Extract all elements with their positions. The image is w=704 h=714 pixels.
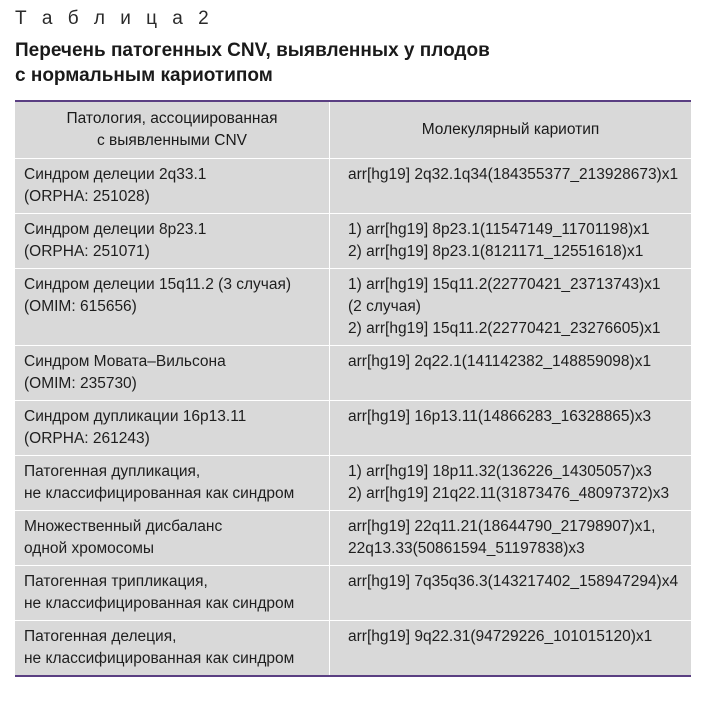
pathology-line: не классифицированная как синдром — [24, 595, 295, 612]
karyotype-line: arr[hg19] 7q35q36.3(143217402_158947294)x4 — [348, 573, 679, 590]
header-karyotype: Молекулярный кариотип — [421, 121, 600, 138]
pathology-cell — [15, 401, 330, 455]
pathology-cell — [15, 511, 330, 565]
karyotype-line: 1) arr[hg19] 18p11.32(136226_14305057)x3 — [348, 463, 652, 480]
karyotype-cell — [330, 401, 691, 455]
karyotype-line: 2) arr[hg19] 21q22.11(31873476_48097372)x3 — [348, 485, 670, 502]
pathology-line: Синдром делеции 15q11.2 (3 случая) — [24, 276, 292, 293]
table-row — [15, 346, 691, 401]
table-header-row — [15, 102, 691, 159]
title-line: с нормальным кариотипом — [15, 65, 273, 86]
karyotype-line: 22q13.33(50861594_51197838)x3 — [348, 540, 585, 557]
pathology-line: (ORPHA: 251071) — [24, 243, 150, 260]
table-row — [15, 159, 691, 214]
karyotype-line: 2) arr[hg19] 15q11.2(22770421_23276605)x1 — [348, 320, 661, 337]
karyotype-cell — [330, 511, 691, 565]
title-line: Перечень патогенных CNV, выявленных у плодов — [15, 40, 490, 61]
pathology-cell — [15, 346, 330, 400]
pathology-cell — [15, 456, 330, 510]
karyotype-cell — [330, 214, 691, 268]
karyotype-line: 2) arr[hg19] 8p23.1(8121171_12551618)x1 — [348, 243, 644, 260]
pathology-line: не классифицированная как синдром — [24, 485, 295, 502]
pathology-line: одной хромосомы — [24, 540, 155, 557]
karyotype-cell — [330, 346, 691, 400]
table-row — [15, 214, 691, 269]
table-row — [15, 401, 691, 456]
cnv-table — [15, 100, 691, 677]
pathology-line: (ORPHA: 251028) — [24, 188, 150, 205]
pathology-cell — [15, 621, 330, 675]
pathology-cell — [15, 159, 330, 213]
pathology-line: Синдром дупликации 16р13.11 — [24, 408, 247, 425]
karyotype-cell — [330, 621, 691, 675]
pathology-line: Патогенная дупликация, — [24, 463, 201, 480]
table-row — [15, 511, 691, 566]
karyotype-line: 1) arr[hg19] 15q11.2(22770421_23713743)x1 — [348, 276, 661, 293]
pathology-line: Множественный дисбаланс — [24, 518, 223, 535]
karyotype-line: 1) arr[hg19] 8p23.1(11547149_11701198)x1 — [348, 221, 650, 238]
table-row — [15, 456, 691, 511]
pathology-line: (ORPHA: 261243) — [24, 430, 150, 447]
table-body — [15, 159, 691, 675]
table-title — [15, 38, 490, 88]
karyotype-line: arr[hg19] 2q32.1q34(184355377_213928673)x1 — [348, 166, 679, 183]
karyotype-line: arr[hg19] 16p13.11(14866283_16328865)x3 — [348, 408, 652, 425]
pathology-line: Патогенная трипликация, — [24, 573, 208, 590]
pathology-line: (OMIM: 615656) — [24, 298, 137, 315]
table-caption: Т а б л и ц а 2 — [15, 8, 214, 29]
karyotype-cell — [330, 456, 691, 510]
karyotype-cell — [330, 566, 691, 620]
table-row — [15, 269, 691, 346]
table-row — [15, 566, 691, 621]
pathology-line: Синдром Мовата–Вильсона — [24, 353, 226, 370]
karyotype-cell — [330, 269, 691, 345]
pathology-line: Патогенная делеция, — [24, 628, 177, 645]
karyotype-line: arr[hg19] 22q11.21(18644790_21798907)x1, — [348, 518, 656, 535]
pathology-cell — [15, 269, 330, 345]
pathology-line: Синдром делеции 2q33.1 — [24, 166, 207, 183]
karyotype-line: (2 случая) — [348, 298, 421, 315]
header-pathology — [15, 102, 330, 158]
karyotype-line: arr[hg19] 9q22.31(94729226_101015120)x1 — [348, 628, 653, 645]
karyotype-line: arr[hg19] 2q22.1(141142382_148859098)x1 — [348, 353, 652, 370]
pathology-cell — [15, 214, 330, 268]
pathology-line: (OMIM: 235730) — [24, 375, 137, 392]
table-row — [15, 621, 691, 675]
pathology-line: Синдром делеции 8р23.1 — [24, 221, 207, 238]
pathology-line: не классифицированная как синдром — [24, 650, 295, 667]
karyotype-cell — [330, 159, 691, 213]
header-pathology-line: с выявленными CNV — [97, 132, 247, 149]
pathology-cell — [15, 566, 330, 620]
header-pathology-line: Патология, ассоциированная — [66, 110, 278, 127]
